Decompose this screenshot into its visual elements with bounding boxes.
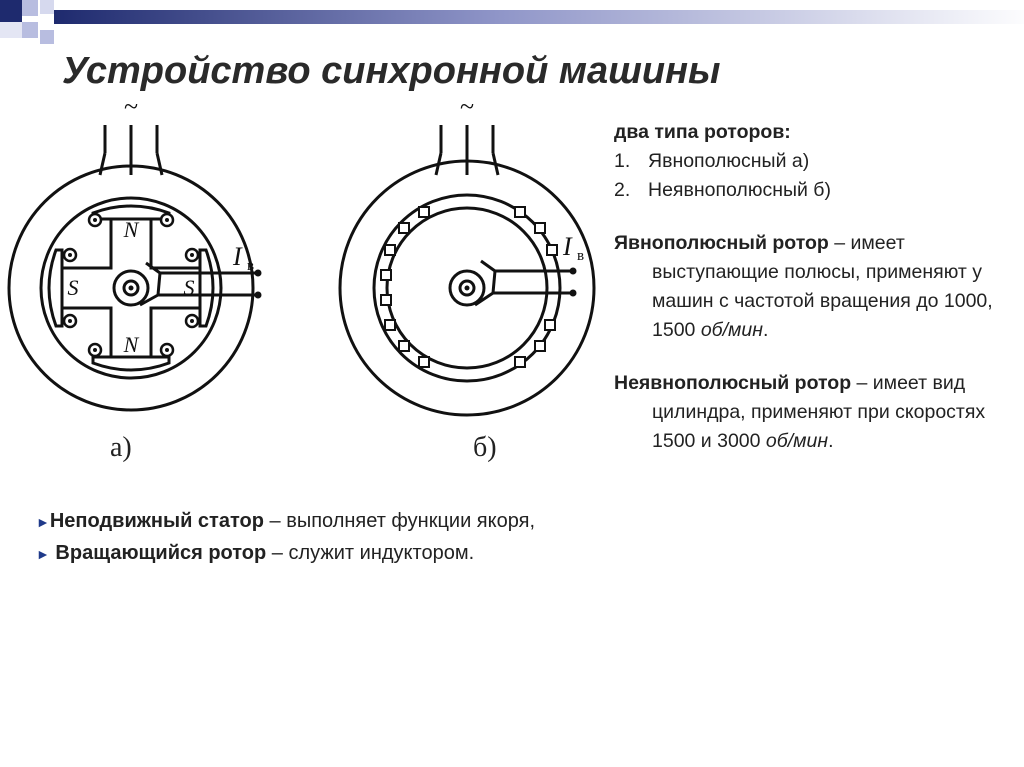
bullet-icon: ►	[36, 514, 50, 530]
nonsalient-description: Неявнополюсный ротор – имеет вид цилиндра, применяют при скоростях 1500 и 3000 об/мин.	[614, 372, 986, 452]
current-label-b: I	[563, 232, 572, 261]
phase-tilde-b: ~	[459, 95, 475, 121]
pole-n-bottom: N	[123, 332, 139, 357]
stator-rotor-notes	[36, 506, 536, 570]
salient-pole-diagram	[0, 95, 300, 475]
bullet-icon: ►	[36, 546, 50, 562]
bullet-rotor: ► Вращающийся ротор – служит индуктором.	[36, 542, 475, 564]
rotor-types-heading: два типа роторов:	[614, 121, 791, 143]
current-subscript: в	[247, 258, 255, 274]
pole-s-left: S	[67, 275, 79, 300]
pole-s-right: S	[183, 275, 195, 300]
caption-a: а)	[110, 432, 132, 463]
rotor-types-panel	[614, 118, 1019, 456]
page-title: Устройство синхронной машины	[62, 50, 721, 92]
salient-description: Явнополюсный ротор – имеет выступающие полюсы, применяют у машин с частотой вращения до 1000, 1500 об/мин.	[614, 232, 993, 341]
nonsalient-diagram	[333, 95, 618, 475]
caption-b: б)	[473, 432, 497, 463]
bullet-stator: ►Неподвижный статор – выполняет функции якоря,	[36, 510, 536, 532]
rotor-type-item-2: 2. Неявнополюсный б)	[614, 179, 831, 201]
phase-tilde: ~	[123, 95, 139, 121]
pole-n-top: N	[123, 217, 139, 242]
rotor-type-item-1: 1. Явнополюсный а)	[614, 150, 810, 172]
current-subscript-b: в	[577, 248, 585, 264]
current-label: I	[233, 242, 242, 271]
